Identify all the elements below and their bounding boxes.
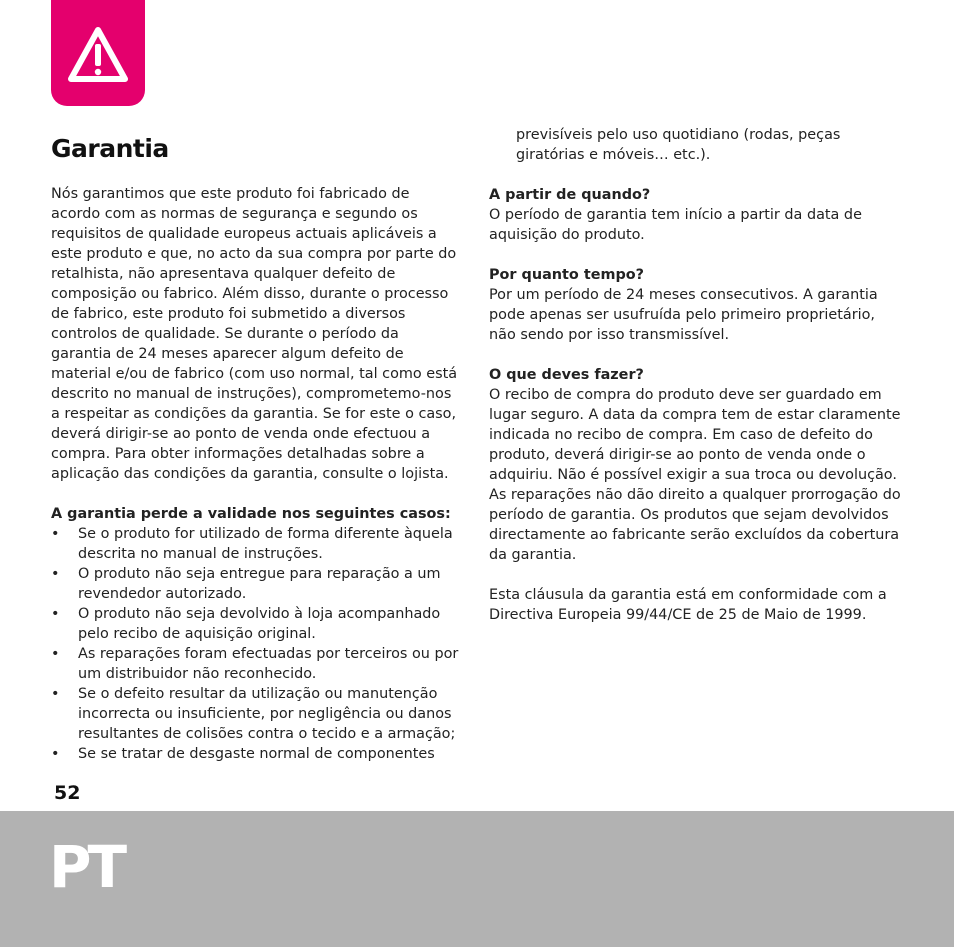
compliance-text: Esta cláusula da garantia está em conformidade com a Directiva Europeia 99/44/CE de 25 de Maio de 1999.: [489, 587, 887, 623]
page-title: Garantia: [51, 134, 169, 163]
what-to-do-heading: O que deves fazer?: [489, 367, 644, 383]
right-column: [489, 125, 904, 625]
warning-tab: [51, 0, 145, 106]
left-column: [51, 184, 461, 764]
invalid-cases-list: [51, 524, 461, 764]
warning-triangle-icon: [65, 24, 131, 86]
list-item: • Se se tratar de desgaste normal de componentes: [51, 744, 461, 764]
list-item-continuation: previsíveis pelo uso quotidiano (rodas, peças giratórias e móveis… etc.).: [516, 127, 841, 163]
invalid-cases-heading: A garantia perde a validade nos seguintes casos:: [51, 506, 451, 522]
page-number: 52: [54, 782, 81, 804]
list-item: • O produto não seja devolvido à loja acompanhado pelo recibo de aquisição original.: [51, 604, 461, 644]
list-item: • As reparações foram efectuadas por terceiros ou por um distribuidor não reconhecido.: [51, 644, 461, 684]
list-item: • O produto não seja entregue para reparação a um revendedor autorizado.: [51, 564, 461, 604]
intro-paragraph: Nós garantimos que este produto foi fabricado de acordo com as normas de segurança e segundo os requisitos de qualidade europeus actuais aplicáveis a este produto e que, no acto da sua compra por parte do retalhista, não apresentava qualquer defeito de composição ou fabrico. Além disso, durante o processo de fabrico, este produto foi submetido a diversos controlos de qualidade. Se durante o período da garantia de 24 meses aparecer algum defeito de material e/ou de fabrico (com uso normal, tal como está descrito no manual de instruções), comprometemo-nos a respeitar as condições da garantia. Se for este o caso, deverá dirigir-se ao ponto de venda onde efectuou a compra. Para obter informações detalhadas sobre a aplicação das condições da garantia, consulte o lojista.: [51, 186, 458, 482]
list-item: • Se o produto for utilizado de forma diferente àquela descrita no manual de instruções.: [51, 524, 461, 564]
from-when-heading: A partir de quando?: [489, 187, 651, 203]
footer-band: [0, 811, 954, 947]
what-to-do-text: O recibo de compra do produto deve ser guardado em lugar seguro. A data da compra tem de estar claramente indicada no recibo de compra. Em caso de defeito do produto, deverá dirigir-se ao ponto de venda onde o adquiriu. Não é possível exigir a sua troca ou devolução. As reparações não dão direito a qualquer prorrogação do período de garantia. Os produtos que sejam devolvidos directamente ao fabricante serão excluídos da cobertura da garantia.: [489, 387, 901, 563]
language-code: PT: [49, 833, 124, 901]
list-item: • Se o defeito resultar da utilização ou manutenção incorrecta ou insuficiente, por negligência ou danos resultantes de colisões contra o tecido e a armação;: [51, 684, 461, 744]
how-long-text: Por um período de 24 meses consecutivos. A garantia pode apenas ser usufruída pelo primeiro proprietário, não sendo por isso transmissível.: [489, 287, 878, 343]
how-long-heading: Por quanto tempo?: [489, 267, 644, 283]
from-when-text: O período de garantia tem início a partir da data de aquisição do produto.: [489, 207, 862, 243]
